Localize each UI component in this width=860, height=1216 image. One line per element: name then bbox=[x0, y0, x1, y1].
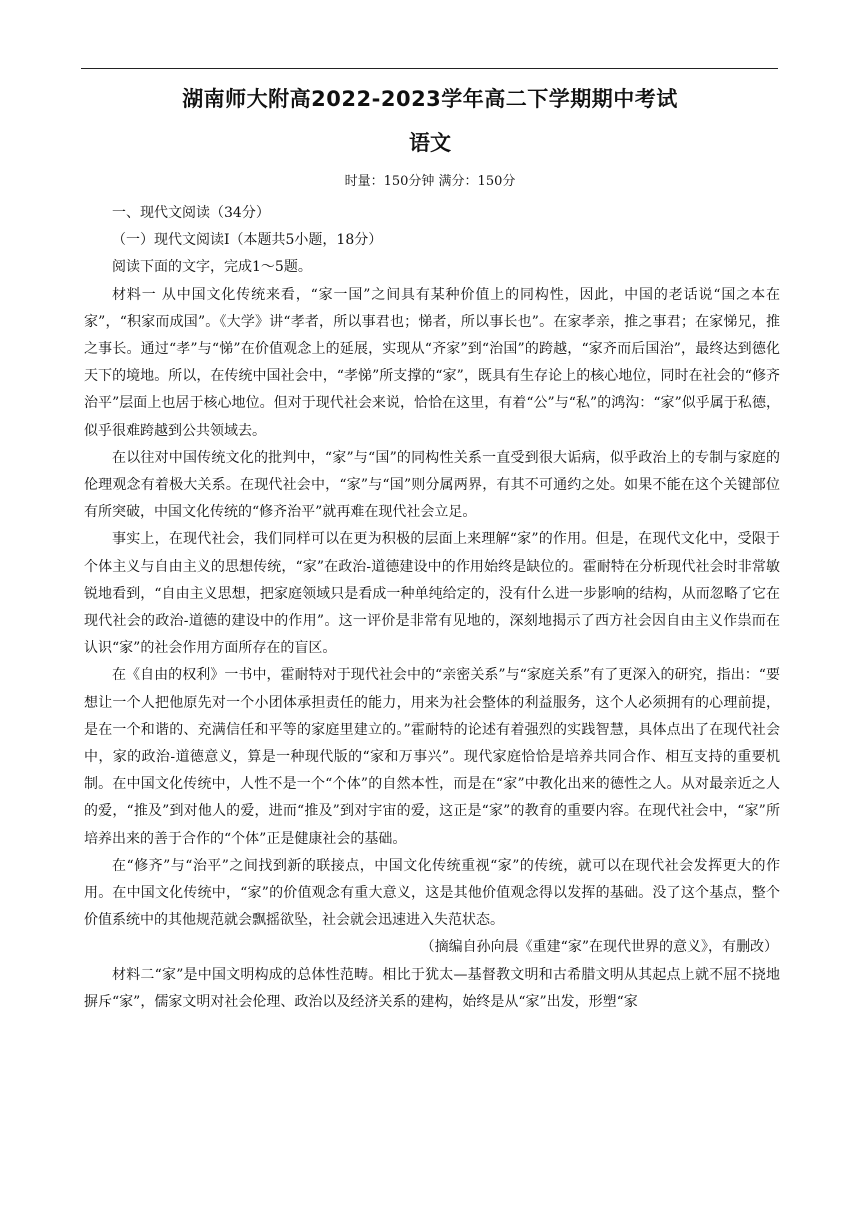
document-body bbox=[84, 200, 780, 1016]
paragraph: 在以往对中国传统文化的批判中，“家”与“国”的同构性关系一直受到很大诟病，似乎政治上的专制与家庭的伦理观念有着极大关系。在现代社会中，“家”与“国”则分属两界，有其不可通约之处。如果不能在这个关键部位有所突破，中国文化传统的“修齐治平”就再难在现代社会立足。 bbox=[84, 449, 780, 521]
section-heading: 一、现代文阅读（34分） bbox=[112, 205, 270, 221]
exam-title: 湖南师大附高2022-2023学年高二下学期期中考试 bbox=[182, 87, 678, 111]
subsection-heading: （一）现代文阅读I（本题共5小题，18分） bbox=[112, 232, 383, 249]
subject-title: 语文 bbox=[409, 131, 451, 155]
paragraph: 在“修齐”与“治平”之间找到新的联接点，中国文化传统重视“家”的传统，就可以在现代社会发挥更大的作用。在中国文化传统中，“家”的价值观念有重大意义，这是其他价值观念得以发挥的基础。没了这个基点，整个价值系统中的其他规范就会飘摇欲坠，社会就会迅速进入失范状态。 bbox=[84, 857, 780, 929]
paragraph: 材料一 从中国文化传统来看，“家一国”之间具有某种价值上的同构性，因此，中国的老话说“国之本在家”，“积家而成国”。《大学》讲“孝者，所以事君也；悌者，所以事长也”。在家孝亲，推之事君；在家悌兄，推之事长。通过“孝”与“悌”在价值观念上的延展，实现从“齐家”到“治国”的跨越，“家齐而后国治”，最终达到德化天下的境地。所以，在传统中国社会中，“孝悌”所支撑的“家”，既具有生存论上的核心地位，同时在社会的“修齐治平”层面上也居于核心地位。但对于现代社会来说，恰恰在这里，有着“公”与“私”的鸿沟：“家”似乎属于私德，似乎很难跨越到公共领域去。 bbox=[84, 286, 780, 439]
paragraph: 事实上，在现代社会，我们同样可以在更为积极的层面上来理解“家”的作用。但是，在现代文化中，受限于个体主义与自由主义的思想传统，“家”在政治-道德建设中的作用始终是缺位的。霍耐特在分析现代社会时非常敏锐地看到，“自由主义思想，把家庭领域只是看成一种单纯给定的，没有什么进一步影响的结构，从而忽略了它在现代社会的政治-道德的建设中的作用”。这一评价是非常有见地的，深刻地揭示了西方社会因自由主义作祟而在认识“家”的社会作用方面所存在的盲区。 bbox=[84, 531, 780, 657]
instruction: 阅读下面的文字，完成1～5题。 bbox=[112, 259, 312, 276]
paragraph: 在《自由的权利》一书中，霍耐特对于现代社会中的“亲密关系”与“家庭关系”有了更深入的研究，指出：“要想让一个人把他原先对一个小团体承担责任的能力，用来为社会整体的利益服务，这个人必须拥有的心理前提，是在一个和谐的、充满信任和平等的家庭里建立的。”霍耐特的论述有着强烈的实践智慧，具体点出了在现代社会中，家的政治-道德意义，算是一种现代版的“家和万事兴”。现代家庭恰恰是培养共同合作、相互支持的重要机制。在中国文化传统中，人性不是一个“个体”的自然本性，而是在“家”中教化出来的德性之人。从对最亲近之人的爱，“推及”到对他人的爱，进而“推及”到对宇宙的爱，这正是“家”的教育的重要内容。在现代社会中，“家”所培养出来的善于合作的“个体”正是健康社会的基础。 bbox=[84, 667, 780, 847]
header-rule bbox=[81, 68, 778, 69]
exam-meta: 时量：150分钟 满分：150分 bbox=[344, 174, 516, 189]
source-citation: （摘编自孙向晨《重建“家”在现代世界的意义》，有删改） bbox=[420, 939, 778, 956]
material-two-paragraph: 材料二“家”是中国文明构成的总体性范畴。相比于犹太—基督教文明和古希腊文明从其起点上就不屈不挠地摒斥“家”，儒家文明对社会伦理、政治以及经济关系的建构，始终是从“家”出发，形塑“家 bbox=[84, 966, 780, 1010]
